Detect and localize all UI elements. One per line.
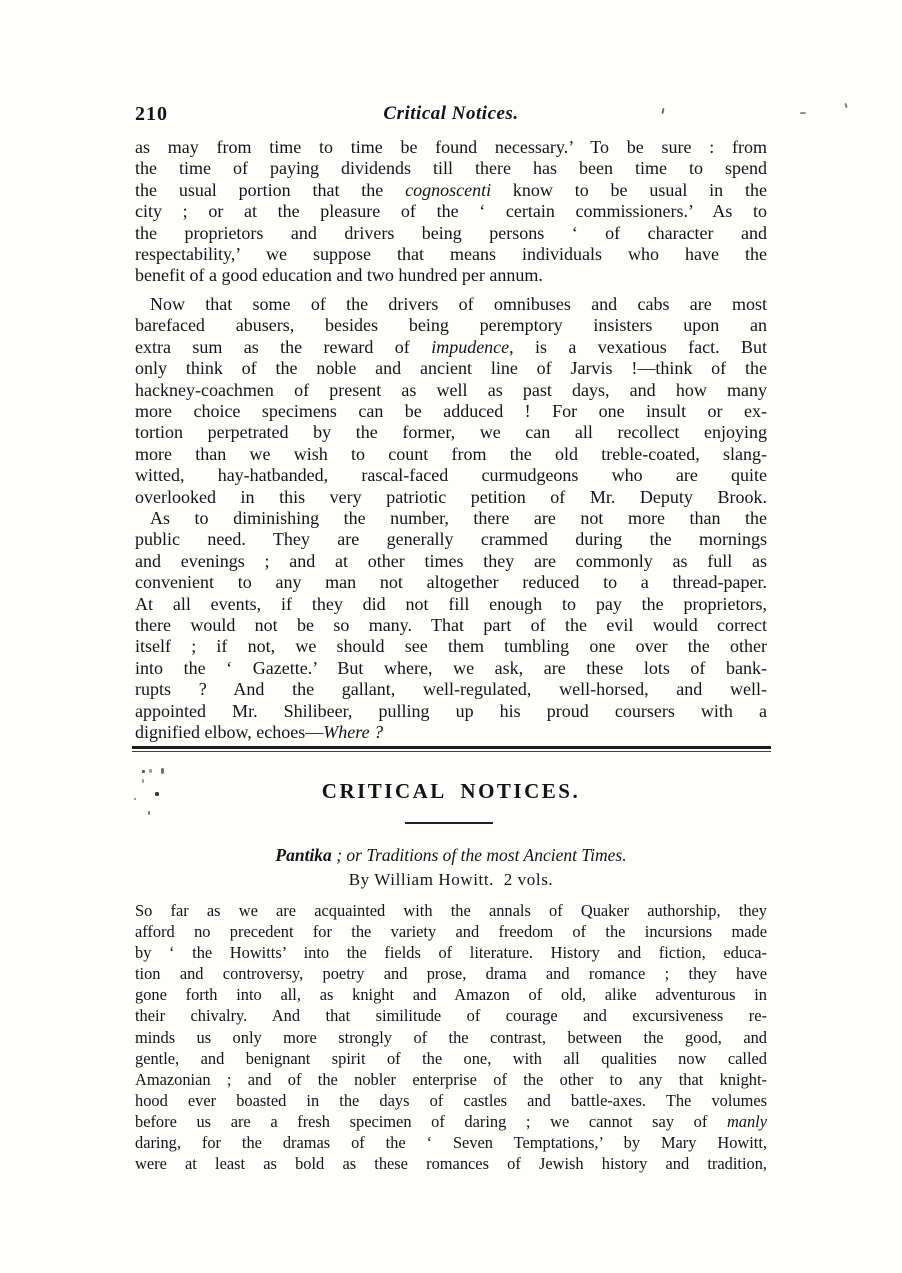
text-segment: barefaced abusers, besides being peremptory insisters upon an bbox=[135, 315, 767, 336]
text-segment: overlooked in this very patriotic petition of Mr. Deputy Brook. bbox=[135, 486, 767, 507]
text-segment: as may from time to time be found necessary.’ To be sure : from bbox=[135, 137, 767, 157]
text-line bbox=[135, 701, 767, 722]
text-segment: rupts ? And the gallant, well-regulated, well-horsed, and well- bbox=[135, 679, 767, 700]
text-segment: the usual portion that the bbox=[135, 179, 406, 200]
text-segment: the time of paying dividends till there has been time to spend bbox=[135, 158, 767, 179]
text-line bbox=[135, 572, 767, 593]
text-segment: benefit of a good education and two hundred per annum. bbox=[135, 265, 543, 286]
text-line bbox=[135, 551, 767, 572]
text-segment: itself ; if not, we should see them tumbling one over the other bbox=[135, 636, 767, 657]
text-segment: public need. They are generally crammed during the mornings bbox=[135, 529, 767, 550]
text-segment: Pantika bbox=[275, 845, 332, 865]
text-segment: At all events, if they did not fill enough to pay the proprietors, bbox=[135, 593, 767, 614]
text-segment: more choice specimens can be adduced ! For one insult or ex- bbox=[135, 401, 767, 422]
scan-speck bbox=[800, 112, 806, 114]
text-segment: extra sum as the reward of bbox=[135, 336, 432, 357]
text-segment: hackney-coachmen of present as well as past days, and how many bbox=[135, 379, 767, 400]
scan-speck bbox=[134, 798, 136, 800]
text-segment: ; or Traditions of the most Ancient Times. bbox=[331, 845, 627, 865]
text-line bbox=[135, 294, 767, 315]
text-segment: their chivalry. And that similitude of courage and excursiveness re- bbox=[135, 1006, 767, 1026]
text-segment: into the ‘ Gazette.’ But where, we ask, are these lots of bank- bbox=[135, 657, 767, 678]
text-line bbox=[135, 615, 767, 636]
text-segment: respectability,’ we suppose that means individuals who have the bbox=[135, 244, 767, 265]
text-segment: gone forth into all, as knight and Amazon of old, alike adventurous in bbox=[135, 985, 767, 1005]
scan-speck bbox=[149, 769, 152, 773]
text-line bbox=[135, 984, 767, 1005]
text-segment: hood ever boasted in the days of castles and battle-axes. The volumes bbox=[135, 1090, 767, 1110]
text-line bbox=[135, 845, 767, 866]
scan-speck bbox=[161, 768, 164, 774]
body-paragraph bbox=[135, 294, 767, 508]
text-line bbox=[135, 1048, 767, 1069]
section-divider-rule bbox=[132, 746, 771, 752]
text-segment: before us are a fresh specimen of daring ; we cannot say of bbox=[135, 1111, 727, 1131]
text-segment: city ; or at the pleasure of the ‘ certain commissioners.’ As to bbox=[135, 201, 767, 222]
text-segment: manly bbox=[726, 1111, 767, 1131]
running-head: Critical Notices. bbox=[383, 103, 519, 124]
text-line bbox=[135, 636, 767, 657]
text-line bbox=[135, 137, 767, 158]
review-work-title bbox=[135, 845, 767, 866]
text-segment: Now that some of the drivers of omnibuses and cabs are most bbox=[150, 294, 767, 314]
text-line bbox=[135, 223, 767, 244]
section-heading: CRITICAL NOTICES. bbox=[321, 779, 581, 803]
text-segment: Where ? bbox=[323, 722, 384, 743]
text-line bbox=[135, 337, 767, 358]
scan-speck bbox=[155, 792, 159, 796]
page-number: 210 bbox=[135, 103, 168, 125]
text-line bbox=[135, 315, 767, 336]
text-segment: daring, for the dramas of the ‘ Seven Temptations,’ by Mary Howitt, bbox=[135, 1133, 767, 1153]
text-segment: know to be usual in the bbox=[491, 179, 767, 200]
text-line bbox=[135, 900, 767, 921]
text-line bbox=[135, 1027, 767, 1048]
text-segment: witted, hay-hatbanded, rascal-faced curmudgeons who are quite bbox=[135, 465, 767, 486]
text-segment: afford no precedent for the variety and freedom of the incursions made bbox=[135, 922, 767, 942]
text-line bbox=[135, 1069, 767, 1090]
text-segment: impudence bbox=[431, 336, 510, 357]
text-line bbox=[135, 679, 767, 700]
text-line bbox=[135, 158, 767, 179]
body-paragraph bbox=[135, 508, 767, 743]
text-segment: As to diminishing the number, there are not more than the bbox=[150, 508, 767, 528]
text-line bbox=[135, 180, 767, 201]
text-line bbox=[135, 508, 767, 529]
text-line bbox=[135, 201, 767, 222]
text-line bbox=[135, 594, 767, 615]
text-line bbox=[135, 444, 767, 465]
scan-speck bbox=[148, 811, 150, 815]
text-segment: Amazonian ; and of the nobler enterprise of the other to any that knight- bbox=[135, 1069, 767, 1089]
text-line bbox=[135, 1132, 767, 1153]
text-segment: there would not be so many. That part of the evil would correct bbox=[135, 615, 767, 636]
text-segment: tion and controversy, poetry and prose, drama and romance ; they have bbox=[135, 964, 767, 984]
text-segment: by ‘ the Howitts’ into the fields of literature. History and fiction, educa- bbox=[135, 943, 767, 963]
text-line bbox=[135, 380, 767, 401]
text-segment: gentle, and benignant spirit of the one, with all qualities now called bbox=[135, 1048, 767, 1068]
text-line bbox=[135, 265, 767, 286]
text-line bbox=[135, 722, 767, 743]
body-paragraph bbox=[135, 137, 767, 287]
text-segment: were at least as bold as these romances of Jewish history and tradition, bbox=[135, 1154, 767, 1174]
text-segment: So far as we are acquainted with the annals of Quaker authorship, they bbox=[135, 901, 767, 920]
text-segment: minds us only more strongly of the contrast, between the good, and bbox=[135, 1027, 767, 1047]
text-segment: cognoscenti bbox=[405, 179, 492, 200]
text-line bbox=[135, 422, 767, 443]
heading-underline-rule bbox=[405, 822, 493, 824]
scan-speck bbox=[142, 770, 145, 773]
text-line bbox=[135, 487, 767, 508]
text-line bbox=[135, 244, 767, 265]
text-line bbox=[135, 658, 767, 679]
text-line bbox=[135, 921, 767, 942]
text-line bbox=[135, 358, 767, 379]
text-segment: appointed Mr. Shilibeer, pulling up his proud coursers with a bbox=[135, 700, 767, 721]
text-segment: , is a vexatious fact. But bbox=[509, 336, 767, 357]
text-segment: more than we wish to count from the old treble-coated, slang- bbox=[135, 443, 767, 464]
text-line bbox=[135, 401, 767, 422]
text-line bbox=[135, 465, 767, 486]
text-line bbox=[135, 1090, 767, 1111]
text-segment: only think of the noble and ancient line of Jarvis !—think of the bbox=[135, 358, 767, 379]
scan-speck bbox=[142, 779, 144, 783]
text-segment: and evenings ; and at other times they are commonly as full as bbox=[135, 550, 767, 571]
text-line bbox=[135, 963, 767, 984]
text-segment: tortion perpetrated by the former, we can all recollect enjoying bbox=[135, 422, 767, 443]
text-line bbox=[135, 942, 767, 963]
text-segment: dignified elbow, echoes— bbox=[135, 722, 324, 743]
review-paragraph bbox=[135, 900, 767, 1174]
scan-speck bbox=[844, 103, 847, 108]
text-line bbox=[135, 1005, 767, 1026]
text-segment: convenient to any man not altogether reduced to a thread-paper. bbox=[135, 572, 767, 593]
text-line bbox=[135, 1111, 767, 1132]
text-line bbox=[135, 529, 767, 550]
review-byline: By William Howitt. 2 vols. bbox=[348, 870, 554, 889]
text-line bbox=[135, 1153, 767, 1174]
text-segment: the proprietors and drivers being persons ‘ of character and bbox=[135, 222, 767, 243]
